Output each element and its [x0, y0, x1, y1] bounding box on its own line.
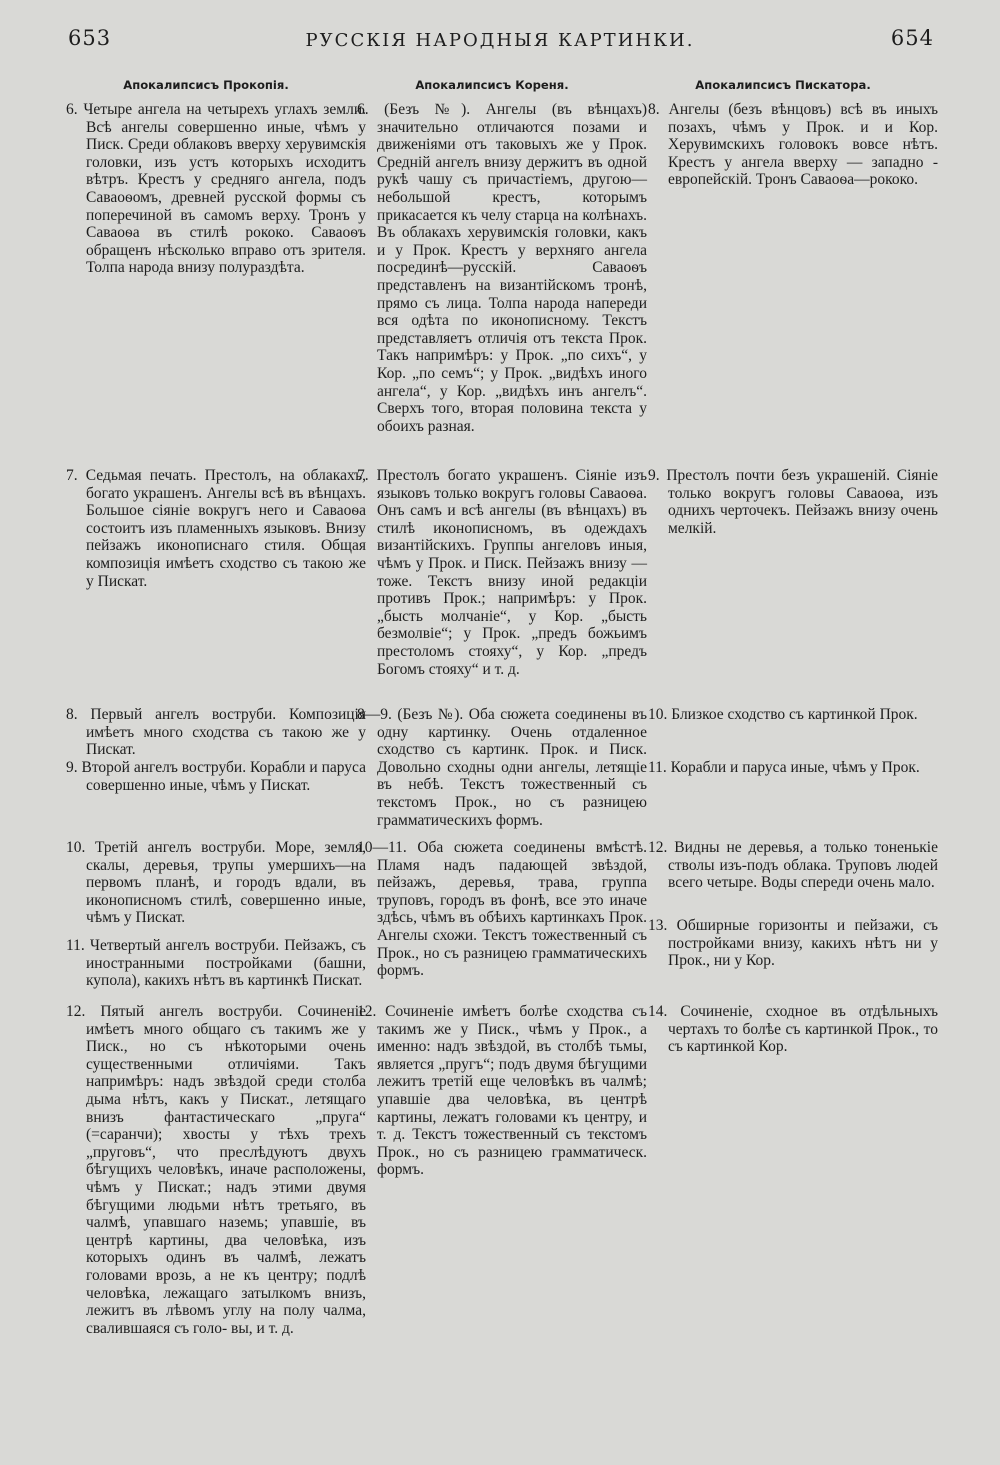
page-number-right: 654 — [890, 26, 934, 50]
column-title-prokopiy: Апокалипсисъ Прокопія. — [123, 78, 289, 92]
entry-piskatora-13: 13. Обширные горизонты и пейзажи, съ постройками внизу, какихъ нѣтъ ни у Прок., ни у Кор. — [648, 917, 938, 970]
entry-piskatora-12: 12. Видны не деревья, а только тоненькіе стволы изъ-подъ облака. Труповъ людей всего четыре. Воды спереди очень мало. — [648, 839, 938, 892]
entry-prokopiy-11: 11. Четвертый ангелъ воструби. Пейзажъ, съ иностранными постройками (башни, купола), какихъ нѣтъ въ картинкѣ Пискат. — [66, 937, 366, 990]
entry-piskatora-14: 14. Сочиненіе, сходное въ отдѣльныхъ чертахъ то болѣе съ картинкой Прок., то съ картинкой Кор. — [648, 1003, 938, 1056]
entry-korenya-7: 7. Престолъ богато украшенъ. Сіяніе изъ языковъ только вокругъ головы Саваоѳа. Онъ самъ и всѣ ангелы (въ вѣнцахъ) въ стилѣ иконописномъ, въ одеждахъ византійскихъ. Группы ангеловъ иныя, чѣмъ у Прок. и Писк. Пейзажъ внизу — тоже. Текстъ внизу иной редакціи противъ Прок.; напримѣръ: у Прок. „бысть молчаніе“, у Кор. „бысть безмолвіе“; у Прок. „предъ божьимъ престоломъ стояху“, у Кор. „предъ Богомъ стояху“ и т. д. — [357, 467, 647, 678]
entry-piskatora-10: 10. Близкое сходство съ картинкой Прок. — [648, 706, 918, 723]
entry-korenya-8-9: 8—9. (Безъ №). Оба сюжета соединены въ одну картинку. Очень отдаленное сходство съ картинк. Прок. и Писк. Довольно сходны одни ангелы, летящіе въ небѣ. Текстъ тожественный съ текстомъ Прок., но съ разницею грамматическихъ формъ. — [357, 706, 647, 829]
entry-prokopiy-7: 7. Седьмая печать. Престолъ, на облакахъ, богато украшенъ. Ангелы всѣ въ вѣнцахъ. Большое сіяніе вокругъ него и Саваоѳа состоитъ изъ пламенныхъ языковъ. Внизу пейзажъ иконописнаго стиля. Общая композиція имѣетъ сходство съ такою же у Пискат. — [66, 467, 366, 590]
page-number-left: 653 — [68, 26, 112, 50]
column-title-korenya: Апокалипсисъ Кореня. — [415, 78, 569, 92]
entry-piskatora-8: 8. Ангелы (безъ вѣнцовъ) всѣ въ иныхъ позахъ, чѣмъ у Прок. и и Кор. Херувимскихъ головокъ вовсе нѣтъ. Крестъ у ангела вверху — западно - европейскій. Тронъ Саваоѳа—рококо. — [648, 101, 938, 189]
entry-korenya-6: 6. (Безъ №). Ангелы (въ вѣнцахъ) значительно отличаются позами и движеніями отъ таковыхъ же у Прок. Средній ангелъ внизу держитъ въ одной рукѣ чашу съ причастіемъ, другою—небольшой крестъ, которымъ прикасается къ челу старца на колѣнахъ. Въ облакахъ херувимскія головки, какъ и у Прок. Крестъ у верхняго ангела посрединѣ—русскій. Саваоѳъ представленъ на византійскомъ тронѣ, прямо съ лица. Толпа народа напереди вся одѣта по иконописному. Текстъ представляетъ отличія отъ текста Прок. Такъ напримѣръ: у Прок. „по сихъ“, у Кор. „по семъ“; у Прок. „видѣхъ иного ангела“, у Кор. „видѣхъ инъ ангелъ“. Сверхъ того, вторая половина текста у обоихъ разная. — [357, 101, 647, 435]
entry-korenya-12: 12. Сочиненіе имѣетъ болѣе сходства съ такимъ же у Писк., чѣмъ у Прок., а именно: надъ звѣздой, въ столбѣ тьмы, является „пругъ“; подъ двумя бѣгущими лежитъ третій еще человѣкъ въ чалмѣ; упавшіе два человѣка, въ центрѣ картины, лежатъ головами къ центру, и т. д. Текстъ тожественный съ текстомъ Прок., но съ разницею грамматическ. формъ. — [357, 1003, 647, 1179]
entry-piskatora-11: 11. Корабли и паруса иные, чѣмъ у Прок. — [648, 759, 920, 776]
entry-prokopiy-8: 8. Первый ангелъ воструби. Композиція имѣетъ много сходства съ такою же у Пискат. — [66, 706, 366, 759]
entry-prokopiy-6: 6. Четыре ангела на четырехъ углахъ земли. Всѣ ангелы совершенно иные, чѣмъ у Писк. Среди облаковъ вверху херувимскія головки, изъ устъ которыхъ исходитъ вѣтръ. Крестъ у средняго ангела, подъ Саваоѳомъ, древней русской формы съ поперечиной въ самомъ верху. Тронъ у Саваоѳа въ стилѣ рококо. Саваоѳъ обращенъ нѣсколько вправо отъ зрителя. Толпа народа внизу полураздѣта. — [66, 101, 366, 277]
entry-prokopiy-12: 12. Пятый ангелъ воструби. Сочиненіе имѣетъ много общаго съ такимъ же у Писк., но съ нѣкоторыми очень существенными отличіями. Такъ напримѣръ: надъ звѣздой среди столба дыма нѣтъ, какъ у Пискат., летящаго внизъ фантастическаго „пруга“ (=саранчи); хвосты у тѣхъ трехъ „пруговъ“, что преслѣдуютъ двухъ бѣгущихъ человѣкъ, иначе расположены, чѣмъ у Пискат.; надъ этими двумя бѣгущими людьми нѣтъ третьяго, въ чалмѣ, упавшаго наземь; упавшіе, въ центрѣ картины, два человѣка, изъ которыхъ одинъ въ чалмѣ, лежатъ головами врозь, а не къ центру; подлѣ человѣка, лежащаго затылкомъ внизъ, лежитъ въ лѣвомъ углу на полу чалма, свалившаяся съ голо- вы, и т. д. — [66, 1003, 366, 1337]
entry-prokopiy-9: 9. Второй ангелъ воструби. Корабли и паруса совершенно иные, чѣмъ у Пискат. — [66, 759, 366, 794]
running-title: РУССКІЯ НАРОДНЫЯ КАРТИНКИ. — [305, 30, 695, 51]
entry-prokopiy-10: 10. Третій ангелъ воструби. Море, земля, скалы, деревья, трупы умершихъ—на первомъ планѣ, и городъ вдали, въ иконописномъ стилѣ, совершенно иные, чѣмъ у Пискат. — [66, 839, 366, 927]
entry-piskatora-9: 9. Престолъ почти безъ украшеній. Сіяніе только вокругъ головы Саваоѳа, изъ однихъ черточекъ. Пейзажъ внизу очень мелкій. — [648, 467, 938, 537]
entry-korenya-10-11: 10—11. Оба сюжета соединены вмѣстѣ. Пламя надъ падающей звѣздой, пейзажъ, деревья, трава, группа труповъ, городъ въ фонѣ, все это иначе здѣсь, чѣмъ въ обѣихъ картинкахъ Прок. Ангелы схожи. Текстъ тожественный съ Прок., но съ разницею грамматическихъ формъ. — [357, 839, 647, 980]
column-title-piskatora: Апокалипсисъ Пискатора. — [695, 78, 871, 92]
